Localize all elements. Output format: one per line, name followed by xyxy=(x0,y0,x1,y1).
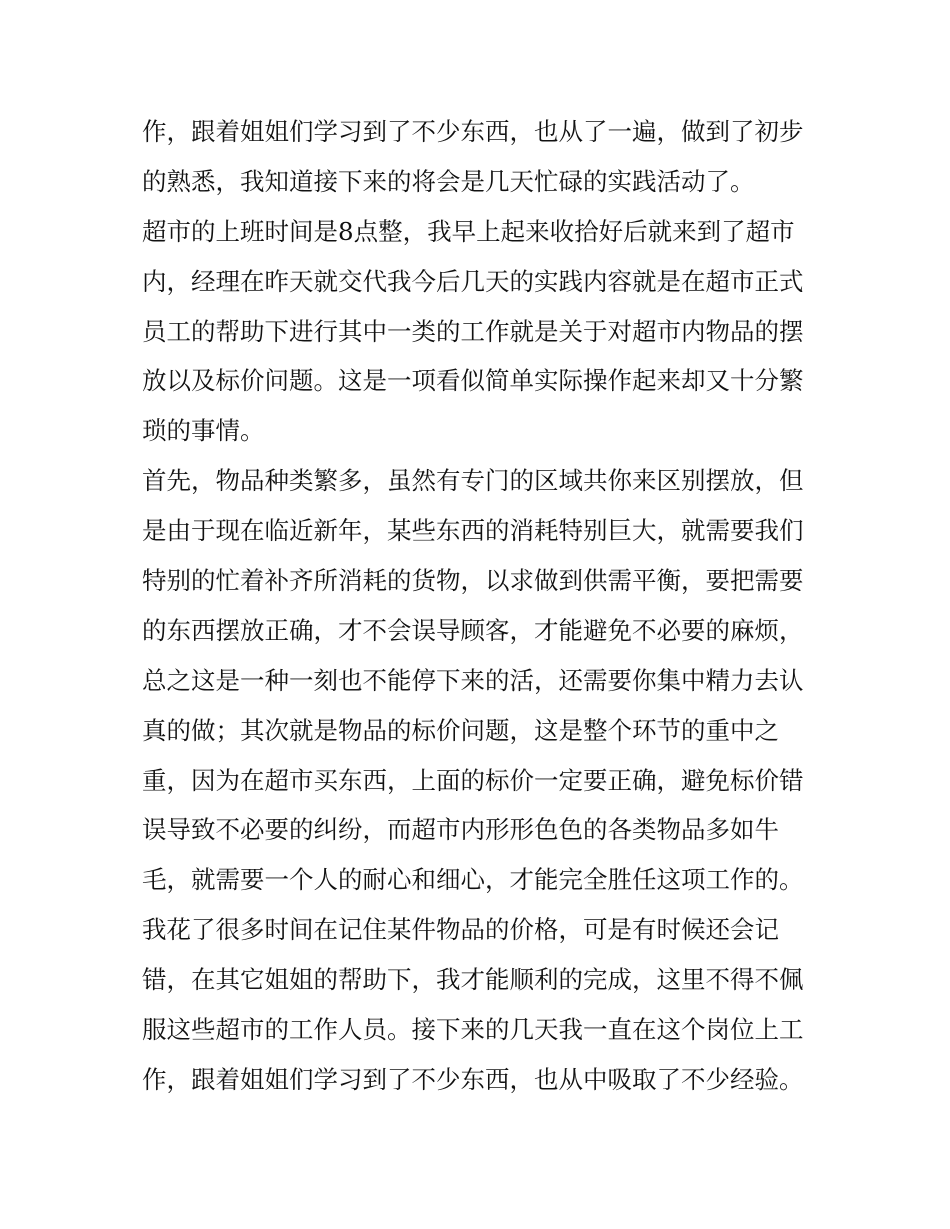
text-line: 琐的事情。 xyxy=(142,416,265,446)
body-text xyxy=(142,107,822,1105)
text-line: 作，跟着姐姐们学习到了不少东西，也从中吸取了不少经验。 xyxy=(142,1064,804,1094)
text-line: 员工的帮助下进行其中一类的工作就是关于对超市内物品的摆 xyxy=(142,316,804,346)
text-line: 是由于现在临近新年，某些东西的消耗特别巨大，就需要我们 xyxy=(142,516,804,546)
text-line: 放以及标价问题。这是一项看似简单实际操作起来却又十分繁 xyxy=(142,366,804,396)
text-line: 超市的上班时间是8点整，我早上起来收拾好后就来到了超市 xyxy=(142,216,795,246)
text-line: 错，在其它姐姐的帮助下，我才能顺利的完成，这里不得不佩 xyxy=(142,965,804,995)
text-line: 误导致不必要的纠纷，而超市内形形色色的各类物品多如牛 xyxy=(142,815,779,845)
text-line: 的熟悉，我知道接下来的将会是几天忙碌的实践活动了。 xyxy=(142,166,755,196)
text-line: 作，跟着姐姐们学习到了不少东西，也从了一遍，做到了初步 xyxy=(142,117,804,146)
text-line: 重，因为在超市买东西，上面的标价一定要正确，避免标价错 xyxy=(142,765,804,795)
text-line: 首先，物品种类繁多，虽然有专门的区域共你来区别摆放，但 xyxy=(142,466,804,496)
text-line: 总之这是一种一刻也不能停下来的活，还需要你集中精力去认 xyxy=(142,665,804,695)
text-line: 真的做；其次就是物品的标价问题，这是整个环节的重中之 xyxy=(142,715,779,745)
text-line: 毛，就需要一个人的耐心和细心，才能完全胜任这项工作的。 xyxy=(142,865,804,895)
text-line: 我花了很多时间在记住某件物品的价格，可是有时候还会记 xyxy=(142,915,779,945)
text-line: 内，经理在昨天就交代我今后几天的实践内容就是在超市正式 xyxy=(142,266,804,296)
text-line: 的东西摆放正确，才不会误导顾客，才能避免不必要的麻烦， xyxy=(142,615,804,645)
text-line: 服这些超市的工作人员。接下来的几天我一直在这个岗位上工 xyxy=(142,1015,804,1045)
text-line: 特别的忙着补齐所消耗的货物，以求做到供需平衡，要把需要 xyxy=(142,566,804,596)
